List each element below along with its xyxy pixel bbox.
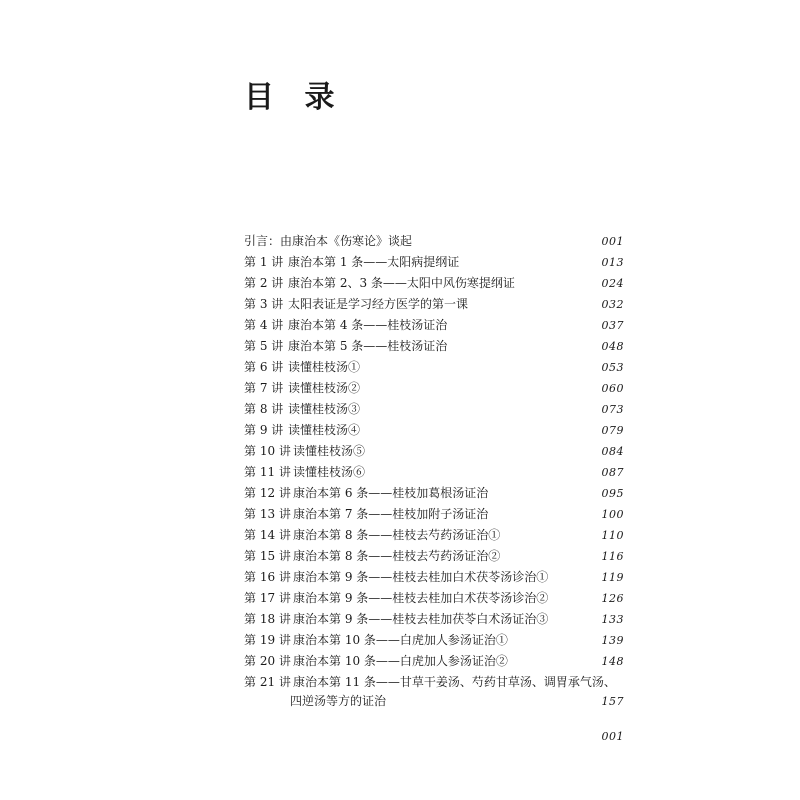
toc-entry-number: 第 1 讲 <box>244 255 284 269</box>
toc-entry[interactable] <box>244 294 624 315</box>
toc-entry[interactable] <box>244 672 624 693</box>
toc-entry[interactable] <box>244 483 624 504</box>
toc-entry-page: 126 <box>601 592 624 605</box>
toc-entry-page: 116 <box>601 550 624 563</box>
toc-entry[interactable] <box>244 609 624 630</box>
toc-entry-page: 001 <box>601 235 624 248</box>
toc-entry-page: 024 <box>601 277 624 290</box>
toc-entry-number: 第 7 讲 <box>244 381 284 395</box>
toc-entry[interactable] <box>244 504 624 525</box>
toc-entry-number: 第 9 讲 <box>244 423 284 437</box>
toc-entry-page: 148 <box>601 655 624 668</box>
toc-entry-page: 037 <box>601 319 624 332</box>
toc-entry-number: 第 11 讲 <box>244 465 291 479</box>
toc-entry-page: 073 <box>601 403 624 416</box>
toc-entry-number: 第 13 讲 <box>244 507 291 521</box>
toc-entry-title: 康治本第 5 条——桂枝汤证治 <box>288 339 448 353</box>
toc-entry[interactable] <box>244 357 624 378</box>
page-title: 目 录 <box>244 80 345 115</box>
toc-entry[interactable] <box>244 588 624 609</box>
toc-entry-number: 第 6 讲 <box>244 360 284 374</box>
toc-entry-number: 第 21 讲 <box>244 675 291 689</box>
toc-entry-page: 119 <box>601 571 624 584</box>
toc-entry-title: 读懂桂枝汤③ <box>288 402 361 416</box>
toc-entry-page: 048 <box>601 340 624 353</box>
toc-entry-page: 133 <box>601 613 624 626</box>
toc-entry[interactable] <box>244 336 624 357</box>
toc-entry-number: 第 20 讲 <box>244 654 291 668</box>
toc-entry-number: 第 17 讲 <box>244 591 291 605</box>
toc-entry-number: 第 3 讲 <box>244 297 284 311</box>
toc-entry-number: 第 5 讲 <box>244 339 284 353</box>
toc-entry[interactable] <box>244 525 624 546</box>
toc-entry-title: 读懂桂枝汤④ <box>288 423 361 437</box>
toc-entry-title: 康治本第 8 条——桂枝去芍药汤证治② <box>293 549 501 563</box>
toc-entry-page: 157 <box>601 695 624 708</box>
toc-entry-title: 康治本第 8 条——桂枝去芍药汤证治① <box>293 528 501 542</box>
toc-entry-number: 第 18 讲 <box>244 612 291 626</box>
toc-entry-title: 康治本第 1 条——太阳病提纲证 <box>288 255 460 269</box>
toc-entry-title: 康治本第 2、3 条——太阳中风伤寒提纲证 <box>288 276 515 290</box>
toc-entry-title: 康治本第 10 条——白虎加人参汤证治② <box>293 654 508 668</box>
toc-entry-number: 第 19 讲 <box>244 633 291 647</box>
toc-entry-number: 第 4 讲 <box>244 318 284 332</box>
toc-entry-title: 读懂桂枝汤① <box>288 360 361 374</box>
toc-entry[interactable] <box>244 630 624 651</box>
toc-entry-title: 太阳表证是学习经方医学的第一课 <box>288 297 469 311</box>
toc-entry-title: 康治本第 9 条——桂枝去桂加白术茯苓汤诊治① <box>293 570 549 584</box>
toc-entry-page: 095 <box>601 487 624 500</box>
toc-entry-title: 读懂桂枝汤⑥ <box>293 465 366 479</box>
toc-entry-number: 第 15 讲 <box>244 549 291 563</box>
toc-entry[interactable] <box>244 399 624 420</box>
toc-entry[interactable] <box>244 651 624 672</box>
toc-entry-number: 第 16 讲 <box>244 570 291 584</box>
toc-entry-continuation[interactable] <box>290 691 624 712</box>
toc-entry-page: 084 <box>601 445 624 458</box>
toc-entry[interactable] <box>244 420 624 441</box>
toc-entry-number: 第 2 讲 <box>244 276 284 290</box>
toc-entry-title: 读懂桂枝汤② <box>288 381 361 395</box>
toc-entry-title: 康治本第 7 条——桂枝加附子汤证治 <box>293 507 489 521</box>
toc-entry-title: 康治本第 10 条——白虎加人参汤证治① <box>293 633 508 647</box>
toc-entry-title: 康治本第 9 条——桂枝去桂加茯苓白术汤证治③ <box>293 612 549 626</box>
toc-entry[interactable] <box>244 378 624 399</box>
toc-entry-number: 第 10 讲 <box>244 444 291 458</box>
toc-entry-number: 第 8 讲 <box>244 402 284 416</box>
toc-entry-page: 013 <box>601 256 624 269</box>
toc-entry-number: 第 12 讲 <box>244 486 291 500</box>
toc-entry-page: 100 <box>601 508 624 521</box>
toc-entry[interactable] <box>244 546 624 567</box>
toc-entry-title: 康治本第 11 条——甘草干姜汤、芍药甘草汤、调胃承气汤、 <box>293 675 616 689</box>
toc-entry-number: 第 14 讲 <box>244 528 291 542</box>
toc-entry-page: 087 <box>601 466 624 479</box>
toc-entry-page: 079 <box>601 424 624 437</box>
toc-entry-title: 康治本第 9 条——桂枝去桂加白术茯苓汤诊治② <box>293 591 549 605</box>
toc-entry[interactable] <box>244 441 624 462</box>
toc-entry[interactable] <box>244 462 624 483</box>
toc-entry-title: 引言：由康治本《伤寒论》谈起 <box>244 234 413 248</box>
toc-entry-page: 053 <box>601 361 624 374</box>
toc-entry[interactable] <box>244 273 624 294</box>
toc-entry[interactable] <box>244 315 624 336</box>
toc-entry-title: 读懂桂枝汤⑤ <box>293 444 366 458</box>
toc-entry-page: 060 <box>601 382 624 395</box>
toc-entry-page: 032 <box>601 298 624 311</box>
toc-entry-intro[interactable] <box>244 231 624 252</box>
toc-entry-title: 康治本第 4 条——桂枝汤证治 <box>288 318 448 332</box>
toc-entry-title: 康治本第 6 条——桂枝加葛根汤证治 <box>293 486 489 500</box>
toc-entry[interactable] <box>244 252 624 273</box>
toc-entry[interactable] <box>244 567 624 588</box>
toc-entry-title: 四逆汤等方的证治 <box>290 694 387 708</box>
page-number: 001 <box>601 730 624 743</box>
toc-entry-page: 110 <box>601 529 624 542</box>
toc-entry-page: 139 <box>601 634 624 647</box>
